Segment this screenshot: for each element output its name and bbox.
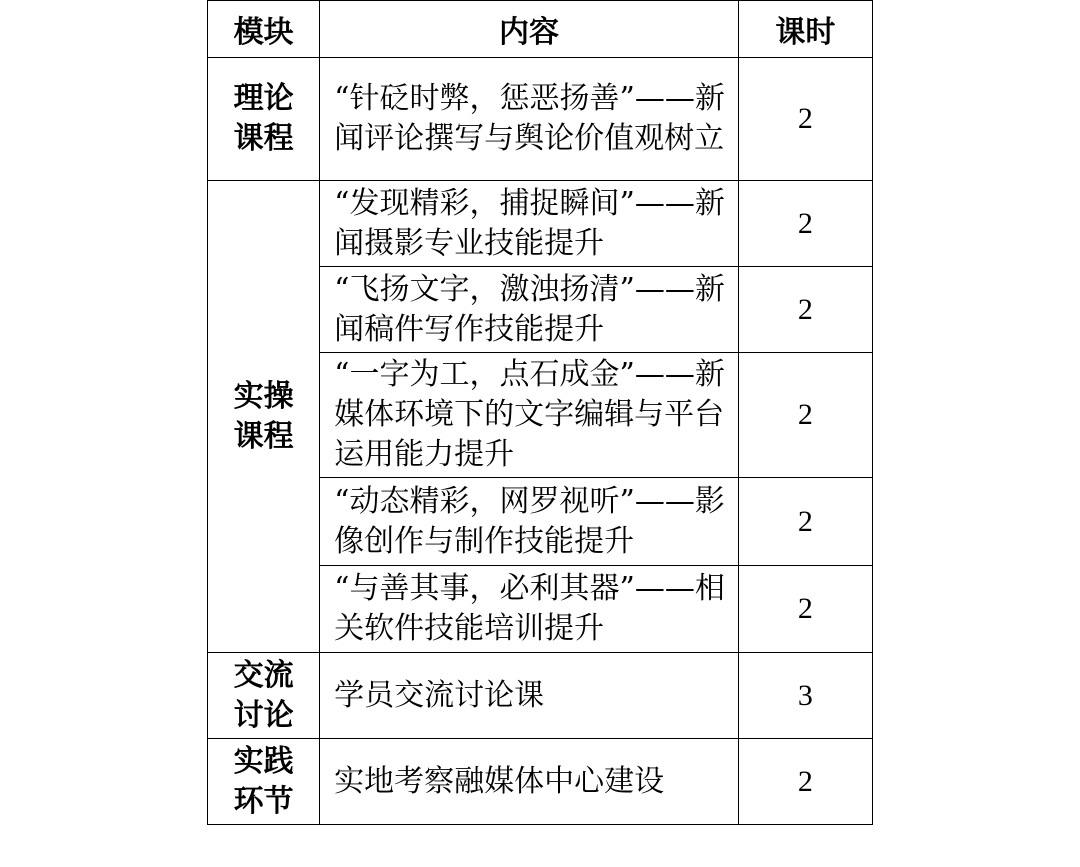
module-label: 实践环节	[233, 743, 294, 819]
content-cell: “一字为工，点石成金”——新媒体环境下的文字编辑与平台运用能力提升	[320, 353, 739, 478]
module-label: 实操课程	[233, 378, 294, 454]
table-row	[208, 653, 873, 739]
content-cell: 实地考察融媒体中心建设	[320, 739, 739, 825]
table-row	[208, 58, 873, 181]
module-cell-exchange	[208, 653, 320, 739]
hours-cell: 2	[738, 353, 872, 478]
hours-cell: 3	[738, 653, 872, 739]
content-cell: “与善其事，必利其器”——相关软件技能培训提升	[320, 566, 739, 653]
table-row	[208, 739, 873, 825]
module-cell-practice	[208, 181, 320, 653]
hours-cell: 2	[738, 58, 872, 181]
content-cell: “动态精彩，网罗视听”——影像创作与制作技能提升	[320, 478, 739, 566]
content-cell: 学员交流讨论课	[320, 653, 739, 739]
header-hours: 课时	[738, 1, 872, 58]
hours-cell: 2	[738, 181, 872, 267]
module-label: 交流讨论	[233, 657, 294, 733]
hours-cell: 2	[738, 739, 872, 825]
course-schedule-table	[207, 0, 873, 825]
header-module: 模块	[208, 1, 320, 58]
content-cell: “发现精彩，捕捉瞬间”——新闻摄影专业技能提升	[320, 181, 739, 267]
module-label: 理论课程	[233, 81, 294, 156]
header-content: 内容	[320, 1, 739, 58]
content-cell: “飞扬文字，激浊扬清”——新闻稿件写作技能提升	[320, 267, 739, 353]
hours-cell: 2	[738, 267, 872, 353]
module-cell-theory	[208, 58, 320, 181]
hours-cell: 2	[738, 566, 872, 653]
module-cell-fieldwork	[208, 739, 320, 825]
table-row	[208, 181, 873, 267]
hours-cell: 2	[738, 478, 872, 566]
content-cell: “针砭时弊，惩恶扬善”——新闻评论撰写与舆论价值观树立	[320, 58, 739, 181]
header-row	[208, 1, 873, 58]
